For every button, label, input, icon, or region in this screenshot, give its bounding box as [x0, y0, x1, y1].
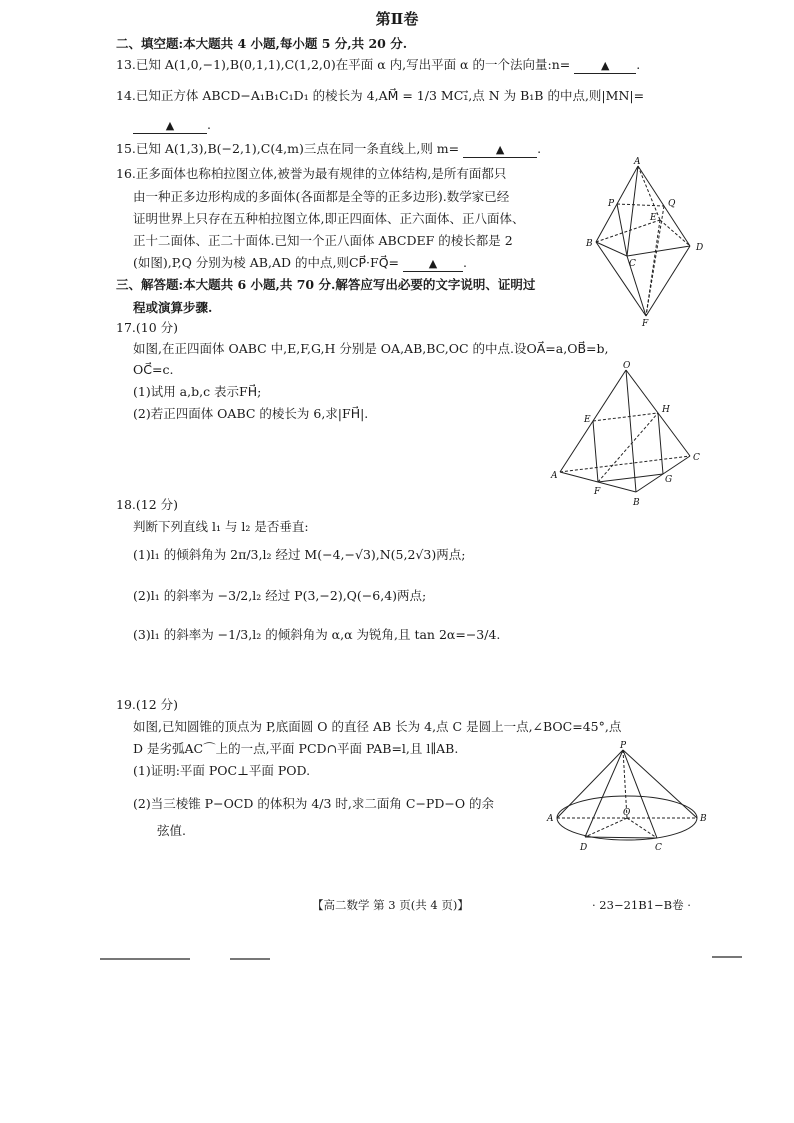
q15-text: 15.已知 A(1,3),B(−2,1),C(4,m)三点在同一条直线上,则 m= — [116, 141, 460, 156]
fig16-label-f: F — [642, 319, 649, 329]
fig17-label-a: A — [551, 471, 558, 481]
fig19-label-p: P — [620, 741, 627, 751]
question-15: 15.已知 A(1,3),B(−2,1),C(4,m)三点在同一条直线上,则 m= ▲ . — [116, 141, 542, 156]
fig16-label-d: D — [696, 243, 704, 253]
q16-text-end: (如图),P,Q 分别为棱 AB,AD 的中点,则CP⃗·FQ⃗= — [133, 255, 400, 270]
q19-line-1: 如图,已知圆锥的顶点为 P,底面圆 O 的直径 AB 长为 4,点 C 是圆上一点,∠BOC=45°,点 — [133, 719, 622, 734]
bottom-rule-mid — [230, 958, 270, 960]
fig16-label-a: A — [634, 157, 641, 167]
q15-answer-blank — [463, 141, 537, 158]
q16-blank-mark: ▲ — [428, 257, 438, 270]
q15-blank-mark: ▲ — [495, 143, 505, 156]
q13-text: 13.已知 A(1,0,−1),B(0,1,1),C(1,2,0)在平面 α 内,写出平面 α 的一个法向量:n= — [116, 57, 571, 72]
q17-line-2: OC⃗=c. — [133, 362, 174, 377]
q18-sub-1: (1)l₁ 的倾斜角为 2π/3,l₂ 经过 M(−4,−√3),N(5,2√3)两点; — [133, 547, 466, 562]
q19-sub-1: (1)证明:平面 POC⊥平面 POD. — [133, 763, 311, 778]
fig19-label-d: D — [580, 843, 588, 853]
tetrahedron-figure — [548, 360, 698, 514]
fig19-label-b: B — [700, 814, 707, 824]
fig17-label-c: C — [693, 453, 700, 463]
question-14 — [116, 88, 644, 103]
fig16-label-c: C — [629, 259, 636, 269]
q19-head: 19.(12 分) — [116, 697, 179, 712]
footer-paper-code: · 23−21B1−B卷 · — [592, 898, 691, 912]
fig17-label-h: H — [662, 405, 670, 415]
bottom-rule-right — [712, 956, 742, 958]
q18-intro: 判断下列直线 l₁ 与 l₂ 是否垂直: — [133, 519, 309, 534]
footer-page-info: 【高二数学 第 3 页(共 4 页)】 — [312, 898, 469, 912]
part3-header-2: 程或演算步骤. — [133, 300, 213, 315]
q16-line-3: 证明世界上只存在五种柏拉图立体,即正四面体、正六面体、正八面体、 — [133, 211, 525, 226]
q17-sub-1: (1)试用 a,b,c 表示FH⃗; — [133, 384, 262, 399]
q16-answer-blank — [403, 255, 463, 272]
q18-sub-2: (2)l₁ 的斜率为 −3/2,l₂ 经过 P(3,−2),Q(−6,4)两点; — [133, 588, 427, 603]
fig16-label-e: E — [650, 213, 657, 223]
cone-svg — [545, 740, 705, 855]
fig16-label-q: Q — [668, 199, 676, 209]
section-title: 第Ⅱ卷 — [375, 10, 419, 28]
tetrahedron-svg — [548, 360, 698, 510]
q13-blank-mark: ▲ — [600, 59, 610, 72]
fig17-label-g: G — [665, 475, 673, 485]
bottom-rule-left — [100, 958, 190, 960]
cone-figure — [545, 740, 705, 859]
q17-sub-2: (2)若正四面体 OABC 的棱长为 6,求|FH⃗|. — [133, 406, 369, 421]
q16-line-5: (如图),P,Q 分别为棱 AB,AD 的中点,则CP⃗·FQ⃗= ▲ . — [133, 255, 467, 270]
question-14-blank-line: ▲ . — [133, 117, 211, 134]
octahedron-figure — [582, 158, 712, 334]
q17-head: 17.(10 分) — [116, 320, 179, 335]
q19-sub-2b: 弦值. — [157, 823, 186, 838]
fig17-label-f: F — [594, 487, 601, 497]
part3-header-1: 三、解答题:本大题共 6 小题,共 70 分.解答应写出必要的文字说明、证明过 — [116, 277, 536, 292]
question-13: 13.已知 A(1,0,−1),B(0,1,1),C(1,2,0)在平面 α 内,写出平面 α 的一个法向量:n= ▲ . — [116, 57, 641, 72]
part2-header: 二、填空题:本大题共 4 小题,每小题 5 分,共 20 分. — [116, 36, 408, 51]
fig19-label-c: C — [655, 843, 662, 853]
q13-answer-blank — [574, 57, 636, 74]
fig17-label-e: E — [584, 415, 591, 425]
fig16-label-b: B — [586, 239, 593, 249]
q14-answer-blank — [133, 117, 207, 134]
q19-sub-2a: (2)当三棱锥 P−OCD 的体积为 4/3 时,求二面角 C−PD−O 的余 — [133, 796, 495, 811]
q19-line-2: D 是劣弧AC⌒上的一点,平面 PCD∩平面 PAB=l,且 l∥AB. — [133, 741, 459, 756]
q16-line-4: 正十二面体、正二十面体.已知一个正八面体 ABCDEF 的棱长都是 2 — [133, 233, 513, 248]
fig17-label-b: B — [633, 498, 640, 508]
q16-line-1: 16.正多面体也称柏拉图立体,被誉为最有规律的立体结构,是所有面都只 — [116, 166, 507, 181]
q16-line-2: 由一种正多边形构成的多面体(各面都是全等的正多边形).数学家已经 — [133, 189, 510, 204]
q18-sub-3: (3)l₁ 的斜率为 −1/3,l₂ 的倾斜角为 α,α 为锐角,且 tan 2α=−3/4. — [133, 627, 501, 642]
q17-line-1: 如图,在正四面体 OABC 中,E,F,G,H 分别是 OA,AB,BC,OC 的中点.设OA⃗=a,OB⃗=b, — [133, 341, 609, 356]
octahedron-svg — [582, 158, 712, 330]
fig17-label-o: O — [623, 361, 631, 371]
fig19-label-o: O — [623, 808, 631, 818]
q18-head: 18.(12 分) — [116, 497, 179, 512]
q14-blank-mark: ▲ — [165, 119, 175, 132]
fig19-label-a: A — [547, 814, 554, 824]
fig16-label-p: P — [608, 199, 615, 209]
q14-text: 14.已知正方体 ABCD−A₁B₁C₁D₁ 的棱长为 4,AM⃗ = 1/3 MC₁⃗,点 N 为 B₁B 的中点,则|MN|= — [116, 88, 645, 103]
